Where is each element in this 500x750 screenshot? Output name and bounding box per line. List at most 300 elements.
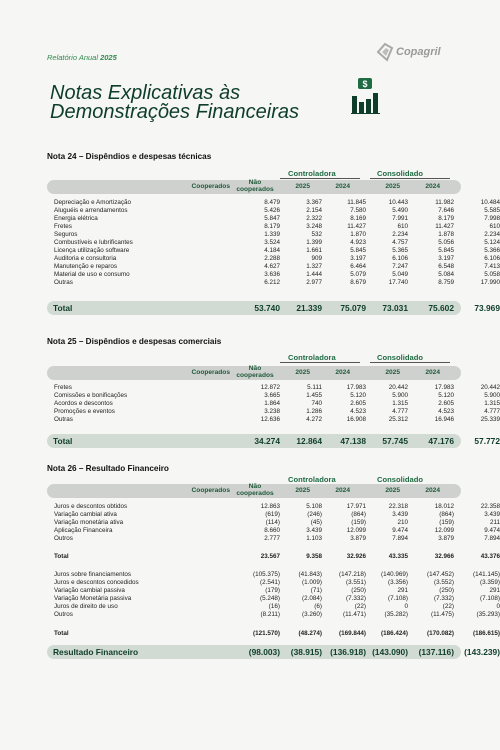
col-cooperados: Cooperados (191, 183, 230, 190)
col-nao-line1: Não (248, 179, 262, 186)
row-value: (140.969) (381, 571, 408, 578)
divider (370, 178, 450, 179)
row-value: 7.580 (350, 207, 366, 215)
row-label: Variação cambial ativa (54, 511, 117, 519)
table-row (54, 416, 500, 424)
consolidado-label: Consolidado (377, 169, 423, 178)
row-value: (121.570) (253, 630, 280, 637)
row-value: 5.845 (350, 247, 366, 255)
row-label: Depreciação e Amortização (54, 199, 132, 206)
total-label: Total (53, 436, 73, 446)
row-value: 2.234 (484, 231, 500, 239)
col-controladora-2025: 2025 (295, 487, 310, 494)
col-consolidado-2024: 2024 (425, 369, 440, 376)
row-value: 4.923 (350, 239, 366, 247)
table-row (54, 239, 500, 247)
row-value: 20.442 (388, 384, 408, 391)
row-value: (147.452) (427, 571, 454, 578)
row-value: 4.184 (264, 247, 280, 255)
row-value: 22.318 (388, 503, 408, 510)
row-value: 0 (496, 603, 500, 611)
row-value: 3.367 (306, 199, 322, 206)
row-value: 12.099 (434, 527, 454, 535)
consolidado-label: Consolidado (377, 353, 423, 362)
row-value: 4.777 (392, 408, 408, 416)
row-value: 1.399 (306, 239, 322, 247)
row-value: (11.475) (431, 611, 454, 619)
row-value: (114) (265, 519, 280, 527)
table-row (54, 630, 500, 638)
total-value: 73.969 (474, 303, 500, 313)
row-value: 5.120 (438, 392, 454, 400)
row-value: 5.900 (392, 392, 408, 400)
total-label: Total (53, 303, 73, 313)
report-year: 2025 (100, 53, 117, 62)
row-value: 3.248 (306, 223, 322, 231)
table-row (54, 247, 500, 255)
row-value: 10.443 (388, 199, 408, 206)
row-value: 1.661 (306, 247, 322, 255)
row-value: 5.058 (484, 271, 500, 279)
row-value: 1.444 (306, 271, 322, 279)
table-row (54, 255, 500, 263)
row-value: (16) (268, 603, 280, 611)
row-value: (22) (442, 603, 454, 611)
row-value: 1.339 (264, 231, 280, 239)
row-value: (7.108) (388, 595, 408, 603)
row-value: 10.484 (480, 199, 500, 206)
row-label: Outros (54, 535, 73, 543)
row-value: 8.479 (264, 199, 280, 206)
row-value: (11.471) (343, 611, 366, 619)
row-value: (864) (439, 511, 454, 519)
bar-chart-money-icon (351, 78, 381, 114)
total-value: 47.176 (428, 436, 454, 446)
row-value: 23.567 (260, 553, 280, 560)
note-26-total-expense (54, 630, 500, 638)
row-value: (159) (439, 519, 454, 527)
total-value: (143.239) (464, 647, 500, 657)
row-value: 7.894 (484, 535, 500, 543)
col-consolidado-2025: 2025 (385, 183, 400, 190)
row-label: Promoções e eventos (54, 408, 115, 416)
row-value: 12.099 (346, 527, 366, 535)
row-label: Juros de direito de uso (54, 603, 118, 611)
total-value: 57.772 (474, 436, 500, 446)
table-row (54, 263, 500, 271)
col-nao-cooperados (230, 366, 280, 379)
table-row (54, 392, 500, 400)
row-value: 5.108 (306, 503, 322, 510)
row-value: 0 (404, 603, 408, 611)
total-value: 12.864 (296, 436, 322, 446)
row-value: 1.315 (392, 400, 408, 408)
row-value: (246) (307, 511, 322, 519)
row-value: (41.843) (298, 571, 322, 578)
note-25-total (47, 434, 500, 448)
controladora-label: Controladora (288, 475, 336, 484)
row-value: 3.238 (264, 408, 280, 416)
row-label: Fretes (54, 384, 72, 391)
row-value: 7.413 (484, 263, 500, 271)
row-value: 8.759 (438, 279, 454, 287)
table-row (54, 553, 500, 561)
total-value: 47.138 (340, 436, 366, 446)
row-value: 4.272 (306, 416, 322, 424)
row-label: Licença utilização software (54, 247, 130, 255)
row-value: 16.908 (346, 416, 366, 424)
note-26-rows-expense (54, 571, 500, 619)
report-prefix: Relatório Anual (47, 53, 101, 62)
col-nao-line1: Não (248, 483, 262, 490)
divider (280, 178, 360, 179)
table-row (54, 503, 500, 511)
table-row (54, 511, 500, 519)
row-value: 3.197 (438, 255, 454, 263)
table-row (54, 207, 500, 215)
row-value: 3.879 (350, 535, 366, 543)
row-value: 17.971 (346, 503, 366, 510)
total-value: (143.090) (372, 647, 408, 657)
row-value: 1.864 (264, 400, 280, 408)
row-value: 3.439 (306, 527, 322, 535)
row-value: 7.646 (438, 207, 454, 215)
row-value: (159) (351, 519, 366, 527)
col-nao-line2: cooperados (236, 185, 274, 193)
note-24-rows (54, 199, 500, 288)
col-nao-cooperados (230, 180, 280, 193)
row-label: Outras (54, 416, 73, 424)
row-value: 7.894 (392, 535, 408, 543)
row-value: 11.845 (347, 199, 366, 206)
row-label: Outras (54, 279, 73, 287)
row-value: (35.282) (384, 611, 408, 619)
row-value: (8.211) (260, 611, 280, 619)
row-value: 211 (489, 519, 500, 527)
row-value: 5.426 (264, 207, 280, 215)
row-value: 5.049 (392, 271, 408, 279)
page-title-line-1: Notas Explicativas às (50, 82, 241, 104)
row-label: Material de uso e consumo (54, 271, 130, 279)
row-value: 7.991 (392, 215, 408, 223)
row-value: 17.983 (346, 384, 366, 391)
row-value: 5.120 (350, 392, 366, 400)
col-consolidado-2025: 2025 (385, 369, 400, 376)
row-value: 43.335 (388, 553, 408, 560)
row-value: (105.375) (253, 571, 280, 578)
row-value: 1.315 (484, 400, 500, 408)
row-label: Combustíveis e lubrificantes (54, 239, 133, 247)
row-value: 12.872 (260, 384, 280, 391)
row-value: 4.777 (484, 408, 500, 416)
table-row (54, 215, 500, 223)
row-label: Total (54, 553, 69, 560)
col-cooperados: Cooperados (191, 487, 230, 494)
total-value: 34.274 (254, 436, 280, 446)
total-value: 53.740 (254, 303, 280, 313)
row-value: 1.878 (438, 231, 454, 239)
row-value: 2.605 (438, 400, 454, 408)
row-value: (7.332) (434, 595, 454, 603)
row-value: 3.439 (392, 511, 408, 519)
row-value: 22.358 (480, 503, 500, 510)
row-value: (2.084) (302, 595, 322, 603)
total-value: 73.031 (382, 303, 408, 313)
row-value: (864) (351, 511, 366, 519)
row-label: Comissões e bonificações (54, 392, 128, 400)
row-value: (48.274) (298, 630, 322, 637)
col-consolidado-2024: 2024 (425, 183, 440, 190)
table-row (54, 587, 500, 595)
row-label: Seguros (54, 231, 78, 239)
row-value: 5.124 (484, 239, 500, 247)
col-controladora-2025: 2025 (295, 183, 310, 190)
row-value: 2.288 (264, 255, 280, 263)
row-value: 12.636 (260, 416, 280, 424)
row-value: 532 (311, 231, 322, 239)
row-value: 5.365 (392, 247, 408, 255)
row-value: (179) (265, 587, 280, 595)
total-value: 57.745 (382, 436, 408, 446)
divider (370, 362, 450, 363)
table-row (54, 271, 500, 279)
total-value: (137.116) (418, 647, 454, 657)
logo-text: Copagril (396, 46, 441, 58)
row-label: Outros (54, 611, 73, 619)
row-value: 25.339 (480, 416, 500, 424)
row-value: 5.056 (438, 239, 454, 247)
row-value: 4.627 (264, 263, 280, 271)
table-row (54, 595, 500, 603)
row-value: 8.679 (350, 279, 366, 287)
row-label: Variação monetária ativa (54, 519, 124, 527)
row-value: 4.523 (438, 408, 454, 416)
row-value: 32.926 (346, 553, 366, 560)
row-value: (169.844) (339, 630, 366, 637)
row-label: Juros sobre financiamentos (54, 571, 132, 578)
row-value: 8.660 (264, 527, 280, 535)
row-value: (147.218) (339, 571, 366, 578)
row-value: (6) (314, 603, 322, 611)
row-value: 5.900 (484, 392, 500, 400)
total-value: (38.915) (290, 647, 322, 657)
col-nao-line2: cooperados (236, 371, 274, 379)
row-label: Juros e descontos concedidos (54, 579, 139, 587)
col-controladora-2024: 2024 (335, 487, 350, 494)
row-label: Aplicação Financeira (54, 527, 113, 535)
svg-text:$: $ (362, 79, 368, 89)
row-label: Aluguéis e arrendamentos (54, 207, 128, 215)
controladora-label: Controladora (288, 169, 336, 178)
row-value: 1.870 (350, 231, 366, 239)
row-label: Manutenção e reparos (54, 263, 118, 271)
row-value: 7.247 (392, 263, 408, 271)
row-value: 2.977 (306, 279, 322, 287)
row-value: 17.983 (434, 384, 454, 391)
row-value: (3.356) (388, 579, 408, 587)
row-value: (3.551) (346, 579, 366, 587)
row-value: (7.108) (480, 595, 500, 603)
row-value: 3.879 (438, 535, 454, 543)
total-value: 75.079 (340, 303, 366, 313)
table-row (54, 408, 500, 416)
row-label: Energia elétrica (54, 215, 98, 223)
row-value: (250) (439, 587, 454, 595)
col-nao-line2: cooperados (236, 489, 274, 497)
col-cooperados: Cooperados (191, 369, 230, 376)
row-value: 3.524 (264, 239, 280, 247)
row-value: 610 (397, 223, 408, 231)
row-value: (22) (354, 603, 366, 611)
table-row (54, 611, 500, 619)
row-value: 8.169 (350, 215, 366, 223)
row-label: Total (54, 630, 69, 637)
col-controladora-2024: 2024 (335, 369, 350, 376)
note-25-title: Nota 25 – Dispêndios e despesas comerciais (47, 337, 222, 346)
note-25-rows (54, 384, 500, 424)
row-value: 5.585 (484, 207, 500, 215)
total-value: 75.602 (428, 303, 454, 313)
table-row (54, 279, 500, 287)
row-value: 4.523 (350, 408, 366, 416)
page-title-line-2: Demonstrações Financeiras (50, 101, 299, 123)
row-value: 16.946 (434, 416, 454, 424)
note-26-rows-income (54, 503, 500, 543)
row-value: 11.427 (347, 223, 366, 231)
row-value: 291 (397, 587, 408, 595)
page-title (50, 84, 299, 122)
row-value: (71) (310, 587, 322, 595)
row-value: 25.312 (388, 416, 408, 424)
row-value: 5.084 (438, 271, 454, 279)
row-value: 11.982 (435, 199, 454, 206)
row-label: Auditoria e consultoria (54, 255, 117, 263)
row-value: 610 (489, 223, 500, 231)
col-controladora-2024: 2024 (335, 183, 350, 190)
table-row (54, 519, 500, 527)
table-row (54, 579, 500, 587)
row-value: (35.293) (476, 611, 500, 619)
note-24-title: Nota 24 – Dispêndios e despesas técnicas (47, 152, 212, 161)
row-value: (619) (265, 511, 280, 519)
table-row (54, 199, 500, 207)
row-label: Juros e descontos obtidos (54, 503, 128, 510)
copagril-logo-icon (376, 42, 394, 62)
row-value: 11.427 (435, 223, 454, 231)
row-value: 1.455 (306, 392, 322, 400)
row-value: 7.998 (484, 215, 500, 223)
table-row (54, 535, 500, 543)
row-value: 8.179 (264, 223, 280, 231)
row-value: (1.009) (302, 579, 322, 587)
row-value: 9.358 (306, 553, 322, 560)
row-value: 909 (311, 255, 322, 263)
row-label: Fretes (54, 223, 72, 231)
row-value: 2.154 (306, 207, 322, 215)
row-value: (3.552) (434, 579, 454, 587)
row-value: 740 (311, 400, 322, 408)
total-value: (136.918) (330, 647, 366, 657)
row-value: 1.286 (306, 408, 322, 416)
consolidado-label: Consolidado (377, 475, 423, 484)
row-value: (3.359) (480, 579, 500, 587)
note-26-title: Nota 26 – Resultado Financeiro (47, 464, 169, 473)
divider (280, 362, 360, 363)
row-value: 3.665 (264, 392, 280, 400)
row-value: 32.966 (434, 553, 454, 560)
total-label: Resultado Financeiro (53, 647, 139, 657)
row-value: 17.740 (388, 279, 408, 287)
col-nao-line1: Não (248, 365, 262, 372)
note-26-result (47, 645, 500, 659)
row-value: 8.179 (438, 215, 454, 223)
row-value: (45) (310, 519, 322, 527)
row-value: 3.636 (264, 271, 280, 279)
controladora-label: Controladora (288, 353, 336, 362)
col-consolidado-2024: 2024 (425, 487, 440, 494)
table-row (54, 571, 500, 579)
row-value: 291 (489, 587, 500, 595)
row-value: (5.248) (260, 595, 280, 603)
row-value: 1.103 (306, 535, 322, 543)
table-row (54, 603, 500, 611)
row-value: 9.474 (484, 527, 500, 535)
row-value: 3.439 (484, 511, 500, 519)
row-value: 2.322 (306, 215, 322, 223)
table-row (54, 384, 500, 392)
table-row (54, 400, 500, 408)
row-value: 6.106 (484, 255, 500, 263)
row-value: 20.442 (480, 384, 500, 391)
note-26-total-income (54, 553, 500, 561)
row-value: 5.111 (307, 384, 322, 391)
row-value: (170.082) (427, 630, 454, 637)
row-value: 6.212 (264, 279, 280, 287)
row-value: 2.777 (264, 535, 280, 543)
row-value: 5.079 (350, 271, 366, 279)
row-value: (141.145) (473, 571, 500, 578)
row-value: 4.757 (392, 239, 408, 247)
row-value: (2.541) (260, 579, 280, 587)
row-value: 12.863 (260, 503, 280, 510)
total-value: (98.003) (248, 647, 280, 657)
row-value: 18.012 (434, 503, 454, 510)
note-24-total (47, 301, 500, 315)
row-value: 6.464 (350, 263, 366, 271)
total-value: 21.339 (296, 303, 322, 313)
row-value: (3.260) (302, 611, 322, 619)
row-value: (186.615) (473, 630, 500, 637)
table-row (54, 527, 500, 535)
report-label (47, 53, 117, 62)
col-controladora-2025: 2025 (295, 369, 310, 376)
table-row (54, 231, 500, 239)
col-nao-cooperados (230, 484, 280, 497)
company-logo (376, 42, 458, 64)
row-value: 3.197 (350, 255, 366, 263)
row-value: 2.234 (392, 231, 408, 239)
row-value: 6.106 (392, 255, 408, 263)
row-value: 17.990 (480, 279, 500, 287)
row-value: 9.474 (392, 527, 408, 535)
row-value: (7.332) (346, 595, 366, 603)
row-label: Variação cambial passiva (54, 587, 125, 595)
row-value: (250) (351, 587, 366, 595)
row-label: Variação Monetária passiva (54, 595, 132, 603)
table-row (54, 223, 500, 231)
row-value: 5.490 (392, 207, 408, 215)
row-value: 210 (397, 519, 408, 527)
